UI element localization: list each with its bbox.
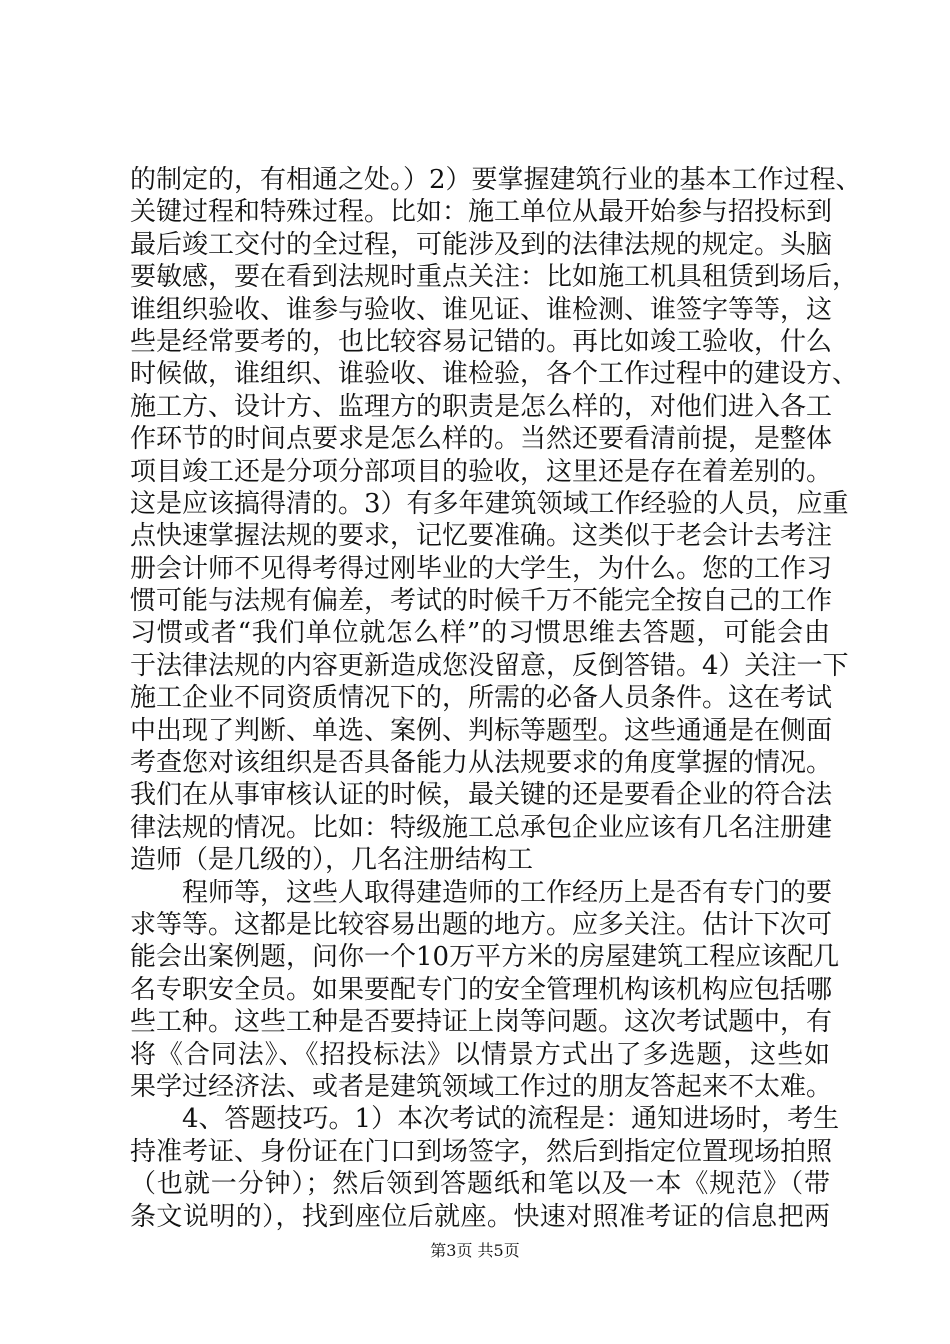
text-line: 能会出案例题，问你一个10万平方米的房屋建筑工程应该配几	[130, 942, 840, 973]
text-line: 些工种。这些工种是否要持证上岗等问题。这次考试题中，有	[130, 1007, 833, 1038]
text-line: 4、答题技巧。1）本次考试的流程是：通知进场时，考生	[182, 1104, 840, 1135]
text-line: 持准考证、身份证在门口到场签字，然后到指定位置现场拍照	[130, 1136, 833, 1167]
text-line: 的制定的，有相通之处。）2）要掌握建筑行业的基本工作过程、	[130, 165, 862, 195]
text-line: 习惯或者“我们单位就怎么样”的习惯思维去答题，可能会由	[130, 618, 830, 649]
text-line: 这是应该搞得清的。3）有多年建筑领域工作经验的人员，应重	[130, 488, 849, 519]
text-line: 程师等，这些人取得建造师的工作经历上是否有专门的要	[182, 877, 833, 908]
text-line: 施工企业不同资质情况下的，所需的必备人员条件。这在考试	[130, 683, 833, 714]
text-line: 要敏感，要在看到法规时重点关注：比如施工机具租赁到场后，	[130, 262, 859, 293]
text-line: 我们在从事审核认证的时候，最关键的还是要看企业的符合法	[130, 780, 833, 811]
text-line: 谁组织验收、谁参与验收、谁见证、谁检测、谁签字等等，这	[130, 294, 833, 325]
text-line: 项目竣工还是分项分部项目的验收，这里还是存在着差别的。	[130, 456, 833, 487]
text-line: 些是经常要考的，也比较容易记错的。再比如竣工验收，什么	[130, 326, 833, 357]
text-line: 作环节的时间点要求是怎么样的。当然还要看清前提，是整体	[130, 424, 833, 455]
text-line: 果学过经济法、或者是建筑领域工作过的朋友答起来不太难。	[130, 1071, 833, 1102]
text-line: 求等等。这都是比较容易出题的地方。应多关注。估计下次可	[130, 909, 833, 940]
text-line: 中出现了判断、单选、案例、判标等题型。这些通通是在侧面	[130, 715, 833, 746]
text-line: 时候做，谁组织、谁验收、谁检验，各个工作过程中的建设方、	[130, 359, 859, 390]
body-text	[130, 164, 862, 1233]
text-line: 施工方、设计方、监理方的职责是怎么样的，对他们进入各工	[130, 391, 833, 422]
text-line: （也就一分钟）；然后领到答题纸和笔以及一本《规范》（带	[130, 1169, 830, 1200]
text-line: 律法规的情况。比如：特级施工总承包企业应该有几名注册建	[130, 812, 833, 843]
text-line: 关键过程和特殊过程。比如：施工单位从最开始参与招投标到	[130, 197, 833, 228]
text-line: 点快速掌握法规的要求，记忆要准确。这类似于老会计去考注	[130, 521, 833, 552]
text-line: 条文说明的），找到座位后就座。快速对照准考证的信息把两	[130, 1201, 830, 1232]
text-line: 于法律法规的内容更新造成您没留意，反倒答错。4）关注一下	[130, 650, 849, 681]
text-line: 将《合同法》、《招投标法》以情景方式出了多选题，这些如	[130, 1039, 830, 1070]
text-line: 惯可能与法规有偏差，考试的时候千万不能完全按自己的工作	[130, 586, 833, 617]
text-line: 名专职安全员。如果要配专门的安全管理机构该机构应包括哪	[130, 974, 833, 1005]
text-line: 最后竣工交付的全过程，可能涉及到的法律法规的规定。头脑	[130, 229, 833, 260]
text-line: 册会计师不见得考得过刚毕业的大学生，为什么。您的工作习	[130, 553, 833, 584]
page-indicator: 第3页 共5页	[430, 1241, 520, 1260]
text-line: 考查您对该组织是否具备能力从法规要求的角度掌握的情况。	[130, 748, 833, 779]
text-line: 造师（是几级的），几名注册结构工	[130, 845, 534, 876]
